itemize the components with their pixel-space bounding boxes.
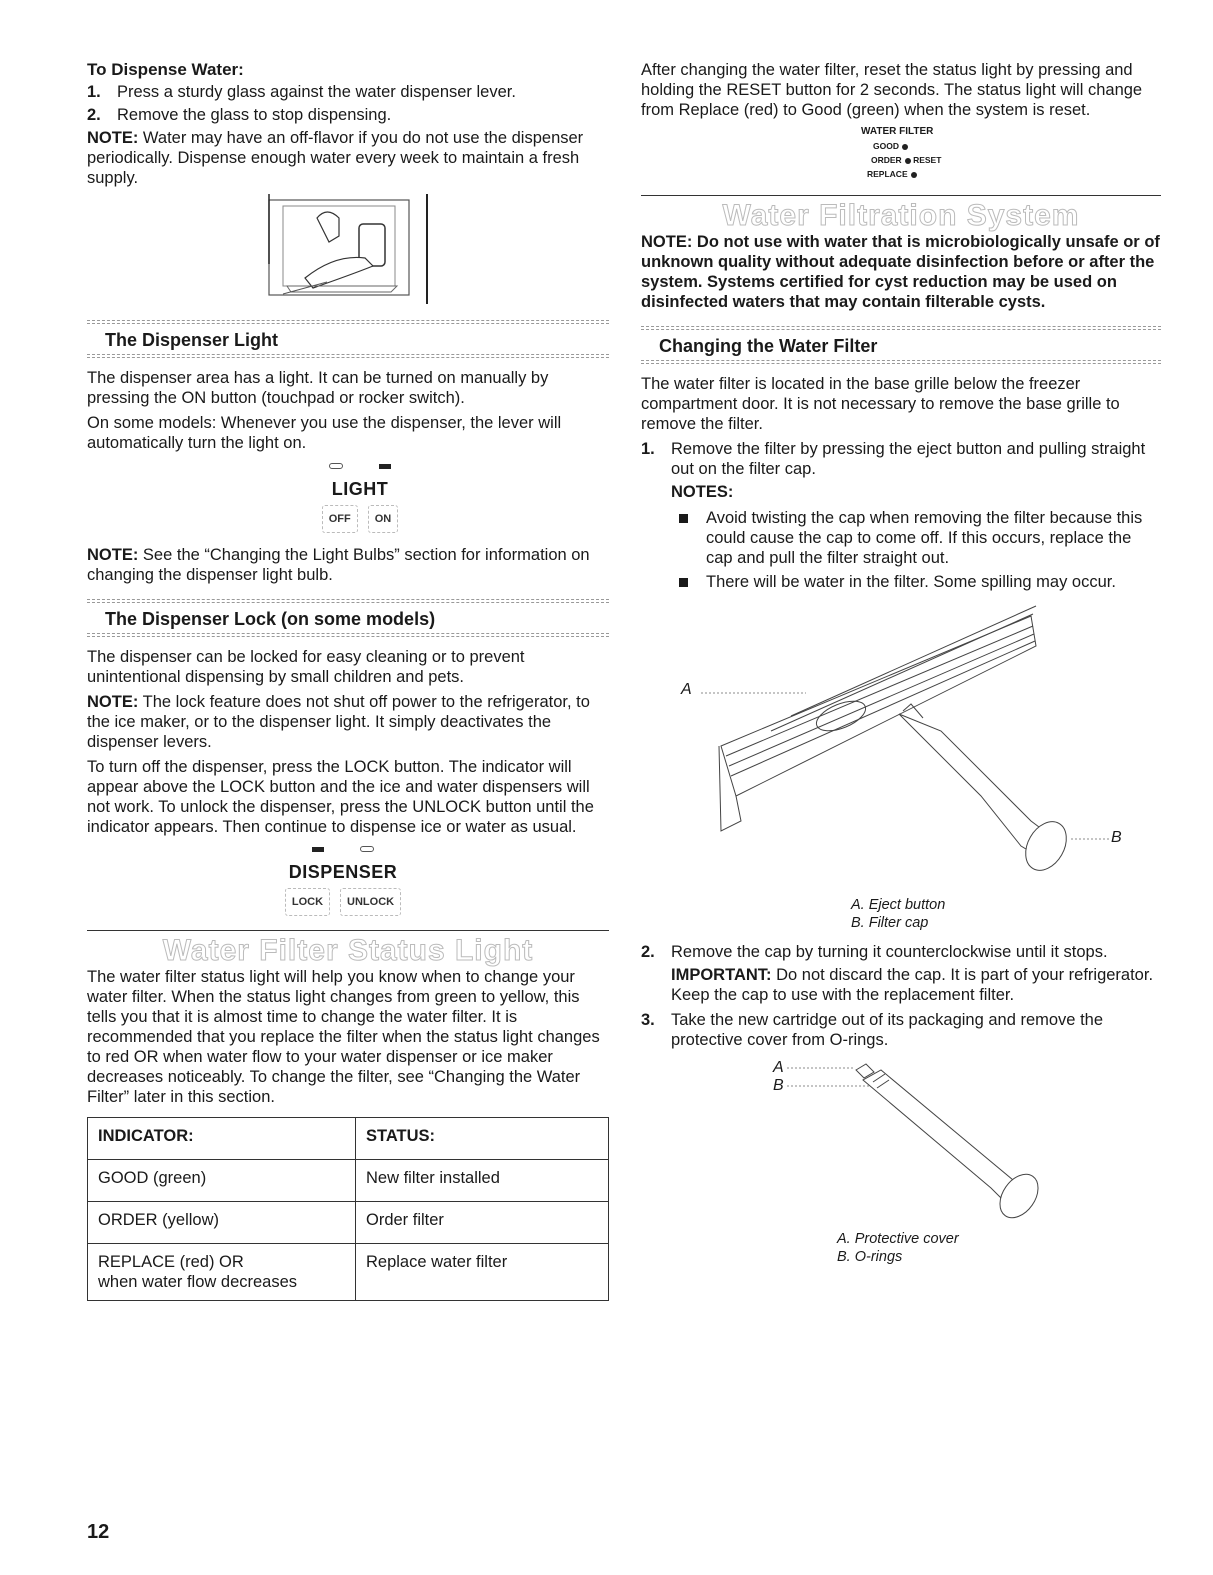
- unlock-button[interactable]: UNLOCK: [340, 888, 401, 916]
- table-row: [88, 1202, 609, 1244]
- light-paragraph-2: On some models: Whenever you use the dispenser, the lever will automatically turn the light on.: [87, 414, 562, 452]
- bullet-icon: [679, 514, 688, 523]
- dispense-water-heading: To Dispense Water:: [87, 60, 244, 79]
- table-cell: ORDER (yellow): [88, 1202, 356, 1244]
- important-label: IMPORTANT:: [671, 966, 772, 984]
- list-item: [87, 82, 609, 102]
- dispenser-lock-heading: The Dispenser Lock (on some models): [105, 609, 436, 629]
- off-indicator-icon: [329, 463, 343, 469]
- reset-paragraph: After changing the water filter, reset the status light by pressing and holding the RESET button for 2 seconds. The status light will change from Replace (red) to Good (green) when the system is reset.: [641, 61, 1143, 119]
- notes-label: NOTES:: [671, 483, 734, 501]
- eject-button-label: A: [681, 681, 692, 698]
- table-cell: Order filter: [356, 1202, 609, 1244]
- page-number: 12: [87, 1521, 110, 1543]
- step-number: 3.: [641, 1011, 655, 1029]
- note-label: NOTE:: [87, 693, 139, 711]
- good-row: [873, 139, 1161, 153]
- light-indicators: [111, 459, 609, 473]
- base-grille-filter-illustration: [641, 596, 1161, 886]
- list-item: [87, 105, 609, 125]
- light-paragraph-1: The dispenser area has a light. It can be turned on manually by pressing the ON button (touchpad or rocker switch).: [87, 369, 549, 407]
- replace-row: [867, 167, 1161, 181]
- filter-status-title: Water Filter Status Light: [162, 934, 534, 967]
- warning-note: NOTE: Do not use with water that is microbiologically unsafe or of unknown quality without adequate disinfection before or after the system. Systems certified for cyst reduction may be used on disinfected waters that may contain filterable cysts.: [641, 233, 1160, 311]
- new-cartridge-illustration: [641, 1058, 1161, 1228]
- section-divider: [641, 360, 1161, 364]
- o-rings-label: B: [773, 1077, 784, 1094]
- off-button[interactable]: OFF: [322, 505, 358, 533]
- caption-line: A. Protective cover: [837, 1231, 959, 1247]
- table-header: INDICATOR:: [88, 1118, 356, 1160]
- light-control-graphic: [87, 459, 609, 533]
- important-text: Do not discard the cap. It is part of your refrigerator. Keep the cap to use with the replacement filter.: [671, 966, 1154, 1004]
- step-text: Remove the cap by turning it counterclockwise until it stops.: [671, 943, 1108, 961]
- important-paragraph: [671, 965, 1161, 1005]
- left-column: [87, 60, 609, 1301]
- indicator-status-table: [87, 1117, 609, 1301]
- step-number: 2.: [641, 943, 655, 961]
- table-row: [88, 1160, 609, 1202]
- filtration-system-title: Water Filtration System: [722, 199, 1080, 232]
- note-label: NOTE:: [87, 129, 139, 147]
- step-text: Press a sturdy glass against the water dispenser lever.: [117, 83, 516, 101]
- dispenser-illustration: [87, 194, 609, 306]
- dispense-steps: [87, 82, 609, 125]
- table-header-row: [88, 1118, 609, 1160]
- glass-at-dispenser-illustration: [87, 194, 609, 306]
- lock-button[interactable]: LOCK: [285, 888, 330, 916]
- step-number: 1.: [87, 83, 101, 101]
- note-text: Water may have an off-flavor if you do not use the dispenser periodically. Dispense enough water every week to maintain a fresh supply.: [87, 129, 584, 187]
- table-cell: GOOD (green): [88, 1160, 356, 1202]
- dispenser-label: DISPENSER: [288, 862, 398, 882]
- dispenser-light-heading: The Dispenser Light: [105, 330, 279, 350]
- water-filter-label: WATER FILTER: [861, 126, 934, 137]
- light-buttons: [111, 505, 609, 533]
- protective-cover-label: A: [773, 1059, 784, 1076]
- order-row: [871, 153, 1161, 167]
- list-item: [641, 439, 1161, 479]
- table-row: [88, 1244, 609, 1301]
- step-text: Take the new cartridge out of its packaging and remove the protective cover from O-rings.: [671, 1011, 1104, 1049]
- light-label: LIGHT: [331, 479, 389, 499]
- list-item: [641, 942, 1161, 962]
- lock-paragraph-2: To turn off the dispenser, press the LOCK button. The indicator will appear above the LOCK button and the ice and water dispensers will not work. To unlock the dispenser, press the UNLOCK button until the indicator appears. Then continue to dispense ice or water as usual.: [87, 758, 594, 836]
- note-text: See the “Changing the Light Bulbs” section for information on changing the dispenser light bulb.: [87, 546, 590, 584]
- table-cell: Replace water filter: [356, 1244, 609, 1301]
- table-cell: REPLACE (red) OR when water flow decreases: [88, 1244, 356, 1301]
- change-steps-1: [641, 439, 1161, 479]
- replace-dot-icon: [911, 172, 917, 178]
- bullet-icon: [679, 578, 688, 587]
- good-label: GOOD: [873, 141, 899, 151]
- bullet-text: Avoid twisting the cap when removing the filter because this could cause the cap to come off. If this occurs, replace the cap and pull the filter straight out.: [706, 509, 1143, 567]
- caption-line: A. Eject button: [851, 897, 946, 913]
- note-paragraph: [87, 128, 609, 188]
- note-paragraph: [87, 545, 609, 585]
- cartridge-illustration: [641, 1058, 1161, 1228]
- on-indicator-icon: [379, 464, 391, 469]
- notes-list: [641, 508, 1161, 592]
- change-paragraph: The water filter is located in the base grille below the freezer compartment door. It is not necessary to remove the base grille to remove the filter.: [641, 375, 1120, 433]
- list-item: [671, 572, 1161, 592]
- lock-buttons: [77, 888, 609, 916]
- list-item: [671, 508, 1161, 568]
- figure-caption: [851, 896, 1161, 932]
- table-header: STATUS:: [356, 1118, 609, 1160]
- step-text: Remove the filter by pressing the eject button and pulling straight out on the filter cap.: [671, 440, 1146, 478]
- step-text: Remove the glass to stop dispensing.: [117, 106, 392, 124]
- changing-filter-heading: Changing the Water Filter: [659, 336, 878, 356]
- order-dot-icon: [905, 158, 911, 164]
- step-number: 2.: [87, 106, 101, 124]
- caption-line: B. Filter cap: [851, 915, 929, 931]
- section-divider: [87, 354, 609, 358]
- note-label: NOTE:: [87, 546, 139, 564]
- status-paragraph: The water filter status light will help you know when to change your water filter. When the status light changes from green to yellow, this tells you that it is almost time to change the water filter. It is recommended that you replace the filter when the status light changes to red OR when water flow to your water dispenser or ice maker decreases noticeably. To change the filter, see “Changing the Water Filter” later in this section.: [87, 968, 600, 1106]
- section-divider: [87, 633, 609, 637]
- step-number: 1.: [641, 440, 655, 458]
- unlock-indicator-icon: [360, 846, 374, 852]
- dispenser-control-graphic: [87, 842, 609, 916]
- eject-filter-illustration: [641, 596, 1161, 886]
- filter-cap-label: B: [1111, 829, 1122, 846]
- list-item: [641, 1010, 1161, 1050]
- table-cell: New filter installed: [356, 1160, 609, 1202]
- note-text: The lock feature does not shut off power to the refrigerator, to the ice maker, or to the dispenser light. It simply deactivates the dispenser levers.: [87, 693, 590, 751]
- replace-label: REPLACE: [867, 169, 908, 179]
- good-dot-icon: [902, 144, 908, 150]
- water-filter-panel-graphic: [861, 125, 1161, 181]
- caption-line: B. O-rings: [837, 1249, 903, 1265]
- right-column: [641, 60, 1161, 1266]
- lock-indicator-icon: [312, 847, 324, 852]
- lock-paragraph-1: The dispenser can be locked for easy cleaning or to prevent unintentional dispensing by small children and pets.: [87, 648, 525, 686]
- figure-caption: [837, 1230, 1161, 1266]
- lock-indicators: [77, 842, 609, 856]
- order-label: ORDER: [871, 155, 902, 165]
- note-paragraph: [87, 692, 609, 752]
- change-steps-2: [641, 942, 1161, 962]
- reset-label[interactable]: RESET: [913, 155, 942, 165]
- change-steps-3: [641, 1010, 1161, 1050]
- on-button[interactable]: ON: [368, 505, 399, 533]
- bullet-text: There will be water in the filter. Some spilling may occur.: [706, 573, 1116, 591]
